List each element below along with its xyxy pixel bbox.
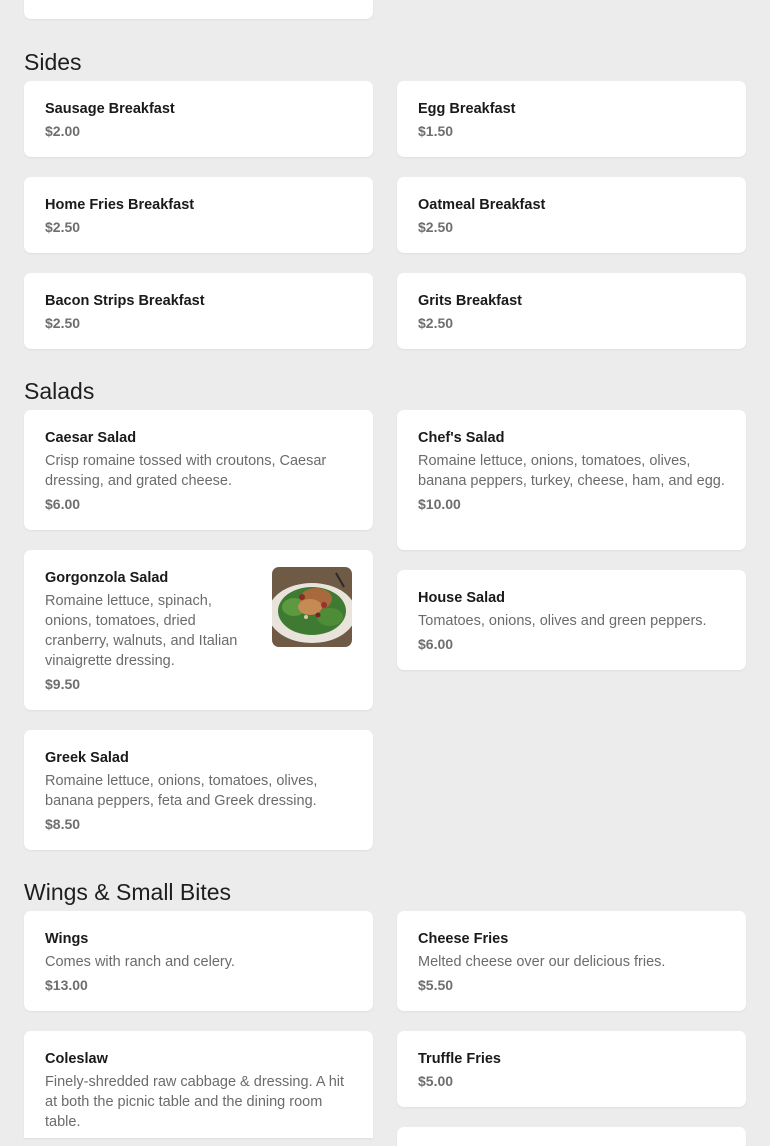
item-name: Egg Breakfast: [418, 101, 516, 117]
menu-item-card[interactable]: [24, 0, 373, 19]
menu-item-card[interactable]: [397, 273, 746, 349]
item-name: Grits Breakfast: [418, 293, 522, 309]
item-price: $6.00: [45, 496, 81, 512]
item-name: Sausage Breakfast: [45, 101, 175, 117]
menu-item-card[interactable]: [24, 273, 373, 349]
item-price: $5.00: [418, 1073, 454, 1089]
item-price: $8.50: [45, 816, 81, 832]
item-description: Romaine lettuce, spinach, onions, tomatoes, dried cranberry, walnuts, and Italian vinaigrette dressing.: [45, 593, 238, 669]
item-description: Comes with ranch and celery.: [45, 954, 235, 970]
item-price: $5.50: [418, 977, 454, 993]
item-description: Melted cheese over our delicious fries.: [418, 954, 666, 970]
item-name: Wings: [45, 931, 89, 947]
item-name: Chef's Salad: [418, 430, 505, 446]
item-description: Tomatoes, onions, olives and green peppers.: [418, 613, 707, 629]
salad-photo: [272, 567, 352, 647]
item-description: Finely-shredded raw cabbage & dressing. A hit at both the picnic table and the dining room table.: [45, 1074, 345, 1130]
item-price: $6.00: [418, 636, 454, 652]
item-price: $2.50: [418, 315, 454, 331]
section-title-salads: Salads: [24, 378, 95, 404]
item-name: House Salad: [418, 590, 506, 606]
menu-item-card[interactable]: [397, 81, 746, 157]
item-name: Oatmeal Breakfast: [418, 197, 546, 213]
menu-item-card[interactable]: [24, 1031, 373, 1138]
item-description: Romaine lettuce, onions, tomatoes, olives, banana peppers, turkey, cheese, ham, and egg.: [418, 453, 725, 489]
menu-item-card[interactable]: [397, 911, 746, 1011]
item-price: $9.50: [45, 676, 81, 692]
item-name: Caesar Salad: [45, 430, 137, 446]
item-price: $2.50: [45, 219, 81, 235]
menu-item-card[interactable]: [24, 730, 373, 850]
menu-item-card[interactable]: [397, 570, 746, 670]
menu-item-card[interactable]: [397, 1031, 746, 1107]
menu-item-card[interactable]: [24, 911, 373, 1011]
menu-item-card[interactable]: [397, 1127, 746, 1146]
item-name: Coleslaw: [45, 1051, 108, 1067]
item-name: Home Fries Breakfast: [45, 197, 195, 213]
item-price: $1.50: [418, 123, 454, 139]
item-price: $10.00: [418, 496, 461, 512]
item-name: Gorgonzola Salad: [45, 570, 169, 586]
item-price: $2.50: [45, 315, 81, 331]
menu-item-card[interactable]: [24, 177, 373, 253]
menu-item-card[interactable]: [24, 410, 373, 530]
item-description: Crisp romaine tossed with croutons, Caesar dressing, and grated cheese.: [45, 453, 327, 489]
menu-item-card[interactable]: [24, 81, 373, 157]
item-description: Romaine lettuce, onions, tomatoes, olives, banana peppers, feta and Greek dressing.: [45, 773, 318, 809]
item-price: $2.00: [45, 123, 81, 139]
menu-item-card[interactable]: [397, 410, 746, 550]
section-title-wings-small-bites: Wings & Small Bites: [24, 879, 232, 905]
section-title-sides: Sides: [24, 49, 82, 75]
item-name: Greek Salad: [45, 750, 129, 766]
item-price: $13.00: [45, 977, 88, 993]
item-name: Truffle Fries: [418, 1051, 501, 1067]
menu-item-card[interactable]: [397, 177, 746, 253]
item-name: Bacon Strips Breakfast: [45, 293, 205, 309]
menu-item-card[interactable]: [24, 550, 373, 710]
item-name: Cheese Fries: [418, 931, 509, 947]
item-price: $2.50: [418, 219, 454, 235]
